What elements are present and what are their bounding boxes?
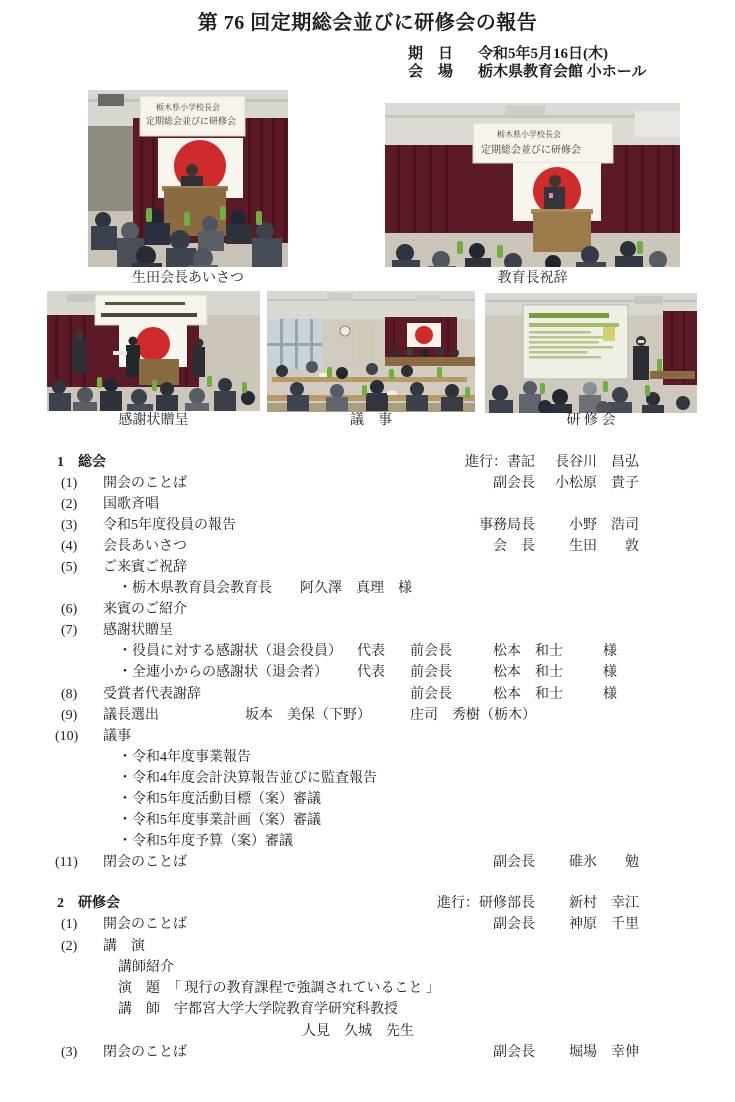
person-role: 前会長 (410, 686, 452, 702)
item-role: 副会長 (493, 917, 535, 933)
flag-sun-disc (415, 326, 433, 344)
item-number: (1) (61, 476, 78, 492)
ceiling (267, 291, 475, 319)
agenda-line (0, 1042, 735, 1063)
photo-caption: 研 修 会 (566, 413, 616, 428)
person-name: 松本 和士 (493, 644, 563, 660)
agenda-line (0, 494, 735, 515)
item-role: 会 長 (493, 539, 535, 555)
ceiling-vent (67, 294, 97, 302)
agenda-subline (0, 662, 735, 683)
person-role: 前会長 (410, 644, 452, 660)
item-number: (3) (61, 518, 78, 534)
item-text: 閉会のことば (103, 1045, 187, 1061)
bullet-text: ・令和5年度事業計画（案）審議 (118, 812, 321, 828)
banner-text-line2: 定期総会並びに研修会 (481, 145, 581, 156)
photo-certificate-presentation (47, 291, 260, 411)
agenda-line (0, 536, 735, 557)
honorific: 様 (603, 665, 617, 681)
agenda-line (0, 684, 735, 705)
item-role: 副会長 (493, 854, 535, 870)
banner-text-line2: 定期総会並びに研修会 (146, 116, 237, 126)
agenda-subline (0, 789, 735, 810)
bullet-text: ・令和4年度会計決算報告並びに監査報告 (118, 770, 377, 786)
flag-sun-disc (136, 327, 170, 361)
banner-text-line1: 栃木県小学校長会 (156, 103, 220, 112)
photo-chairman-greeting (88, 90, 288, 267)
item-number: (1) (61, 917, 78, 933)
item-number: (4) (61, 539, 78, 555)
item-text: 国歌斉唱 (103, 497, 159, 513)
lecturer-name: 人見 久城 先生 (302, 1023, 414, 1039)
ceiling-vent (505, 105, 545, 115)
bullet-text: ・令和5年度予算（案）審議 (118, 833, 293, 849)
agenda-line (0, 473, 735, 494)
bullet-text: ・令和4年度事業報告 (118, 749, 251, 765)
date-value: 令和5年5月16日(木) (478, 46, 608, 62)
stage-desk (650, 371, 695, 379)
photo-superintendent-address (385, 103, 680, 267)
projection-screen (523, 305, 628, 379)
agenda-line (0, 557, 735, 578)
calligraphy-banner (473, 123, 613, 163)
chairperson-2: 庄司 秀樹（栃木） (410, 707, 536, 723)
item-person: 小野 浩司 (555, 518, 639, 534)
honorific: 様 (603, 686, 617, 702)
bullet-text: ・全連小からの感謝状（退会者） (118, 665, 328, 681)
photo-proceedings (267, 291, 475, 412)
lecturer-affiliation: 講 師 宇都宮大学大学院教育学研究科教授 (118, 1002, 398, 1018)
agenda-subline (0, 978, 735, 999)
wall-clock (340, 326, 350, 336)
projector (98, 94, 124, 106)
agenda-subline (0, 999, 735, 1020)
agenda-line (0, 620, 735, 641)
item-text: 講 演 (103, 938, 145, 954)
agenda-line (0, 705, 735, 726)
agenda-subline (0, 957, 735, 978)
item-person: 堀場 幸伸 (555, 1045, 639, 1061)
item-text: 感謝状贈呈 (103, 623, 173, 639)
section-header (0, 452, 735, 473)
agenda-subline (0, 768, 735, 789)
agenda-subline (0, 747, 735, 768)
facilitator-role: 進行：研修部長 (437, 896, 535, 911)
facilitator-name: 新村 幸江 (555, 896, 639, 911)
item-role: 副会長 (493, 476, 535, 492)
meta-block (408, 45, 646, 81)
item-person: 碓氷 勉 (555, 854, 639, 870)
speaker (186, 164, 198, 176)
person-role: 前会長 (410, 665, 452, 681)
item-person: 神原 千里 (555, 917, 639, 933)
item-number: (11) (55, 854, 78, 870)
item-text: 会長あいさつ (103, 539, 187, 555)
item-text: 議事 (103, 728, 131, 744)
section-number: 1 (57, 455, 64, 470)
venue-value: 栃木県教育会館 小ホール (478, 64, 647, 80)
photo-caption: 感謝状贈呈 (118, 413, 189, 428)
podium (533, 212, 591, 252)
agenda-line (0, 726, 735, 747)
meta-venue-row (408, 63, 646, 81)
section-number: 2 (57, 896, 64, 911)
item-number: (8) (61, 686, 78, 702)
podium (139, 359, 179, 385)
chairperson-1: 坂本 美保（下野） (245, 707, 371, 723)
item-number: (3) (61, 1045, 78, 1061)
item-text: ご来賓ご祝辞 (103, 560, 187, 576)
item-number: (9) (61, 707, 78, 723)
photo-caption: 議 事 (350, 413, 392, 428)
agenda-line (0, 852, 735, 873)
facilitator-name: 長谷川 昌弘 (555, 455, 639, 470)
item-text: 議長選出 (103, 707, 159, 723)
item-text: 開会のことば (103, 476, 187, 492)
agenda-subline (0, 641, 735, 662)
item-role: 副会長 (493, 1045, 535, 1061)
page-title: 第 76 回定期総会並びに研修会の報告 (197, 12, 538, 34)
item-text: 開会のことば (103, 917, 187, 933)
facilitator-role: 進行：書記 (465, 455, 535, 470)
item-text: 来賓のご紹介 (103, 602, 187, 618)
photo-training-session (485, 293, 697, 413)
section-title: 総会 (78, 455, 106, 470)
representative-label: 代表 (357, 665, 385, 681)
person-name: 松本 和士 (493, 686, 563, 702)
agenda-line (0, 515, 735, 536)
photo-caption: 教育長祝辞 (497, 271, 568, 286)
meta-date-row (408, 45, 646, 63)
honorific: 様 (603, 644, 617, 660)
agenda-line (0, 599, 735, 620)
agenda-line (0, 914, 735, 935)
section-title: 研修会 (78, 896, 120, 911)
section-header (0, 893, 735, 914)
speaker (549, 175, 561, 187)
section-training (0, 893, 735, 1063)
date-label: 期 日 (408, 46, 454, 62)
bullet-text: ・栃木県教育員会教育長 阿久澤 真理 様 (118, 581, 412, 597)
item-person: 生田 敦 (555, 539, 639, 555)
item-number: (7) (61, 623, 78, 639)
item-number: (2) (61, 938, 78, 954)
agenda-line (0, 936, 735, 957)
agenda-subline (0, 1021, 735, 1042)
item-text: 令和5年度役員の報告 (103, 518, 236, 534)
banner-text-line1: 栃木県小学校長会 (497, 130, 561, 139)
calligraphy-banner (95, 295, 207, 325)
item-number: (5) (61, 560, 78, 576)
item-number: (6) (61, 602, 78, 618)
section-general-meeting (0, 452, 735, 873)
person-name: 松本 和士 (493, 665, 563, 681)
item-text: 閉会のことば (103, 854, 187, 870)
item-person: 小松原 貴子 (555, 476, 639, 492)
venue-label: 会 場 (408, 64, 454, 80)
bullet-text: ・役員に対する感謝状（退会役員） (118, 644, 342, 660)
lecturer-intro-label: 講師紹介 (118, 959, 174, 975)
agenda-subline (0, 810, 735, 831)
item-number: (2) (61, 497, 78, 513)
agenda-subline (0, 831, 735, 852)
door (359, 325, 375, 365)
photo-caption: 生田会長あいさつ (132, 271, 244, 286)
bullet-text: ・令和5年度活動目標（案）審議 (118, 791, 321, 807)
lecture-theme: 演 題 「 現行の教育課程で強調されていること 」 (118, 981, 440, 997)
agenda-subline (0, 578, 735, 599)
item-number: (10) (55, 728, 79, 744)
podium (164, 188, 226, 236)
item-text: 受賞者代表謝辞 (103, 686, 201, 702)
item-role: 事務局長 (479, 518, 535, 534)
representative-label: 代表 (357, 644, 385, 660)
